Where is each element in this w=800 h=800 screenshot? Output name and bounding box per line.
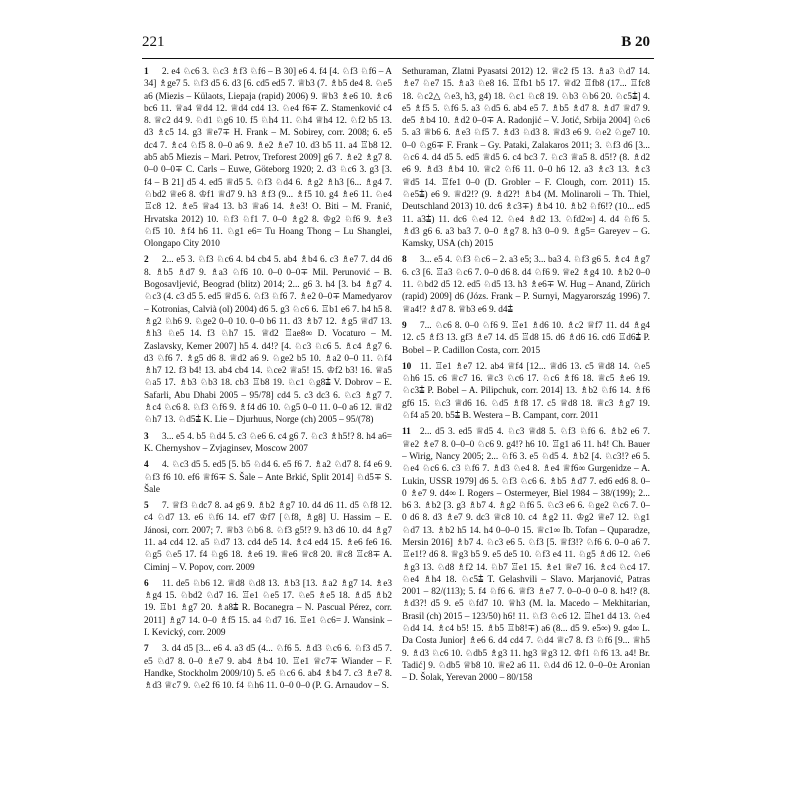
note-entry: [144, 254, 392, 426]
note-number: 10: [402, 361, 412, 372]
note-entry: [144, 500, 392, 574]
note-entry: [144, 66, 392, 250]
note-text: 3. d4 d5 [3... e6 4. a3 d5 (4... ♘f6 5. ♗d3 ♘c6 6. ♘f3 d5 7. e5 ♘d7 8. 0–0 ♗e7 9. ab4 ♗b4 10. ♖e1 ♕c7∓ Wiander – F. Handke, Stockholm 2009/10) 5. e5 ♘c6 6. ab4 ♗b4 7. c3 ♗e7 8. ♗d3 ♕c7 9. ♘e2 f6 10. f4 ♘h6 11. 0–0 0–0 (P. G. Arnaudov – S.: [144, 644, 392, 692]
note-text: 3... e5 4. b5 ♘d4 5. c3 ♘e6 6. c4 g6 7. ♘c3 ♗h5!? 8. h4 a6= K. Chernyshov – Zvjaginsev, Moscow 2007: [144, 431, 392, 454]
note-entry: [402, 66, 650, 250]
left-column: [144, 66, 392, 766]
note-text: 2. e4 ♘c6 3. ♘c3 ♗f3 ♘f6 – B 30] e6 4. f4 [4. ♘f3 ♘f6 – A 34] ♗ge7 5. ♘f3 d5 6. d3 [6. cd5 ed5 7. ♕b3 (7. ♗b5 de4 8. ♘e5 a6 (Miezis – Külaots, Liepaja (rapid) 2006) 9. ♕b3 ♗e6 10. ♗c6 bc6 11. ♕a4 ♕d4 12. ♕d4 cd4 13. ♘e4 f6∓ Z. Stamenković c4 8. ♕c2 d4 9. ♘d1 ♘g6 10. f5 ♘h4 11. ♘h4 ♕h4 12. ♘f2 b5 13. d3 ♗c5 14. g3 ♕e7∓ H. Frank – M. Sobirey, corr. 2008; 6. e5 dc4 7. ♗c4 ♘f5 8. 0–0 a6 9. ♗e2 ♗e7 10. d3 b5 11. a4 ♖b8 12. ab5 ab5 Miezis – Mari. Petrov, Treforest 2009] g6 7. ♗e2 ♗g7 8. 0–0 0–0∓ C. Carls – Euwe, Göteborg 1920; 2. d3 ♘c6 3. g3 [3. f4 – B 21] d5 4. ed5 ♕d5 5. ♘f3 ♘d4 6. ♗g2 ♗h3 [6... ♗g4 7. ♘bd2 ♕e6 8. ♔f1 ♕d7 9. h3 ♗f3 (9... ♗f5 10. g4 ♗e6 11. ♘e4 ♖c8 12. ♗e5 ♕a4 13. b3 ♕a6 14. ♗e3! O. Biti – M. Franić, Hrvatska 2012) 10. ♘f3 ♘f1 7. 0–0 ♗g2 8. ♔g2 ♘f6 9. ♗e3 ♘f5 10. ♗f4 h6 11. ♘g1 e6= Tu Hoang Thong – Lu Shanglei, Olongapo City 2010: [144, 67, 392, 250]
note-number: 6: [144, 578, 149, 589]
note-entry: [402, 361, 650, 422]
note-text: 2... e5 3. ♘f3 ♘c6 4. b4 cb4 5. ab4 ♗b4 6. c3 ♗e7 7. d4 d6 8. ♗b5 ♗d7 9. ♗a3 ♘f6 10. 0–0 0–0∓ Mil. Perunović – B. Bogosavljević, Beograd (blitz) 2014; 2... g6 3. h4 [3. b4 ♗g7 4. ♘c3 (4. c3 d5 5. ed5 ♕d5 6. ♘f3 ♘f6 7. ♗e2 0–0∓ Mamedyarov – Kotronias, Calvià (ol) 2004) d6 5. g3 ♘c6 6. ♖b1 e6 7. h4 h5 8. ♗g2 ♘h6 9. ♘ge2 0–0 10. 0–0 b6 11. d3 ♗b7 12. ♗g5 ♕d7 13. ♗h3 ♘e5 14. f3 ♘h7 15. ♕d2 ♖ae8∞ D. Vocaturo – M. Zaslavsky, Kemer 2007] h5 4. d4!? [4. ♘c3 ♘c6 5. ♗c4 ♗g7 6. d3 ♘f6 7. ♗g5 d6 8. ♕d2 a6 9. ♘ge2 b5 10. ♗a2 0–0 11. ♘f4 ♗h7 12. f3 b4! 13. ab4 cb4 14. ♘ce2 ♕a5! 15. ♔f2 b3! 16. ♕a5 ♘a5 17. ♗b3 ♘b3 18. cb3 ♖b8 19. ♘c1 ♘g8⩲ V. Dobrov – E. Safarli, Abu Dhabi 2005 – 95/78] cd4 5. c3 dc3 6. ♘c3 ♗g7 7. ♗c4 ♘c6 8. ♘f3 ♘f6 9. ♗f4 d6 10. ♘g5 0–0 11. 0–0 a6 12. ♕d2 ♘h7 13. ♘d5⩲ K. Lie – Djurhuus, Norge (ch) 2005 – 95/(78): [144, 255, 392, 426]
note-text: 2... d5 3. ed5 ♕d5 4. ♘c3 ♕d8 5. ♘f3 ♘f6 6. ♗b2 e6 7. ♕e2 ♗e7 8. 0–0–0 ♘c6 9. g4!? h6 10. ♖g1 a6 11. h4! Ch. Bauer – Wirig, Nancy 2005; 2... ♘f6 3. e5 ♘d5 4. ♗b2 [4. ♘c3!? e6 5. ♘e4 ♘c6 6. c3 ♘f6 7. ♗d3 ♘e4 8. ♗e4 ♕f6∞ Gurgenidze – A. Lukin, USSR 1979] d6 5. ♘f3 ♘c6 6. ♗b5 ♗d7 7. ed6 ed6 8. 0–0 ♗e7 9. d4∞ I. Rogers – Ostermeyer, Biel 1984 – 38/(199); 2... b6 3. ♗b2 [3. g3 ♗b7 4. ♗g2 ♘f6 5. ♘c3 e6 6. ♘ge2 ♘c6 7. 0–0 d6 8. d3 ♗e7 9. dc3 ♕c8 10. c4 ♗g2 11. ♔g2 ♕e7 12. ♘g1 ♘d7 13. ♗b2 h5 14. h4 0–0–0 15. ♕c1∞ Ib. Tofan – Quparadze, Mersin 2016] ♗b7 4. ♘c3 e6 5. ♘f3 [5. ♕f3!? ♘f6 6. 0–0 a6 7. ♖e1!? d6 8. ♕g3 b5 9. e5 de5 10. ♘f3 e4 11. ♘g5 ♗d6 12. ♘e6 ♗g3 13. ♘d8 ♗f2 14. ♘b7 ♖e1 15. ♗e1 ♕e7 16. ♗c4 ♘c4 17. ♘e4 ♗h4 18. ♘c5⩲ T. Gelashvili – Slavo. Marjanović, Patras 2001 – 82/(113); 5. f4 ♘f6 6. ♕f3 ♗e7 7. 0–0–0 0–0 8. h4!? (8. ♗d3?! d5 9. e5 ♘fd7 10. ♕h3 (M. la. Macedo – Mekhitarian, Brasil (ch) 2015 – 123/50) h6! 11. ♘f3 ♘c6 12. ♖he1 d4 13. ♘e4 ♘d4 14. ♗c4 b5! 15. ♗b5 ♖b8!∓) a6 (8... d5 9. e5∞) 9. g4∞ L. Da Costa Junior] ♗e6 6. d4 cd4 7. ♘d4 ♕c7 8. f3 ♘f6 [9... ♕h5 9. ♗d3 ♘c6 10. ♘db5 ♗g3 11. hg3 ♕g3 12. ♔f1 ♘f6 13. a4! Br. Tadić] 9. ♘db5 ♕b8 10. ♕e2 a6 11. ♘d4 d6 12. 0–0–0± Aronian – D. Šolak, Yerevan 2000 – 80/158: [402, 427, 650, 684]
note-text: 7. ♕f3 ♘dc7 8. a4 g6 9. ♗b2 ♗g7 10. d4 d6 11. d5 ♘f8 12. c4 ♘d7 13. e6 ♘f6 14. ef7 ♔f7 [♘f8, ♗g8] U. Hassim – E. Jánosi, corr. 2007; 7. ♕b3 ♘b6 8. ♘f3 g5!? 9. h3 d6 10. d4 ♗g7 11. a4 cd4 12. a5 ♘d7 13. cd4 de5 14. ♗c4 ed4 15. ♗e6 fe6 16. ♘g5 ♘e5 17. f4 ♘g6 18. ♗e6 19. ♕e6 ♕c8 20. ♕c8 ♖c8∓ A. Ciminj – V. Popov, corr. 2009: [144, 501, 392, 573]
note-entry: [402, 320, 650, 357]
section-code: B 20: [621, 34, 650, 50]
note-number: 2: [144, 255, 149, 266]
note-number: 5: [144, 501, 149, 512]
note-entry: [144, 431, 392, 456]
note-entry: [402, 426, 650, 684]
right-column: [402, 66, 650, 766]
note-text: 7... ♘c6 8. 0–0 ♘f6 9. ♖e1 ♗d6 10. ♗c2 ♕f7 11. d4 ♗g4 12. c5 ♗f3 13. gf3 ♗e7 14. d5 ♖d8 15. d6 ♗d6 16. cd6 ♖d6⩲ P. Bobel – P. Cadillon Costa, corr. 2015: [402, 320, 650, 356]
note-number: 7: [144, 644, 149, 655]
note-text: 11. de5 ♘b6 12. ♕d8 ♘d8 13. ♗b3 [13. ♗a2 ♗g7 14. ♗e3 ♗g4 15. ♘bd2 ♘d7 16. ♖e1 ♘e5 17. ♘e5 ♗e5 18. ♗d5 ♗b2 19. ♖b1 ♗g7 20. ♗a8⩲ R. Bocanegra – N. Pascual Pérez, corr. 2011] ♗g7 14. 0–0 ♗f5 15. a4 ♘d7 16. ♖e1 ♘c6= J. Wansink – I. Kevický, corr. 2009: [144, 578, 392, 639]
note-text: Sethuraman, Zlatni Pyasatsi 2012) 12. ♕c2 f5 13. ♗a3 ♘d7 14. ♗e7 ♘e7 15. ♗a3 ♘e8 16. ♖fb1 b5 17. ♕d2 ♖fb8 (17... ♖fc8 18. ♘c2△ ♘e3, h3, g4) 18. ♘c1 ♘c8 19. ♘b3 ♘b6 20. ♘c5⩲] 4. e5 ♗f5 5. ♘f6 5. a3 ♘d5 6. ab4 e5 7. ♗b5 ♗d7 8. ♗d7 ♕d7 9. de5 ♗b4 10. ♗d2 0–0∓ A. Radonjić – V. Jotić, Srbija 2004] ♘c6 5. a3 ♕b6 6. ♗e3 ♘f5 7. ♗d3 ♘d3 8. ♕d3 e6 9. ♘e2 ♘ge7 10. 0–0 ♘g6∓ F. Frank – Gy. Pataki, Zalakaros 2011; 3. ♘f3 d6 [3... ♘c6 4. d4 d5 5. ed5 ♕d5 6. c4 bc3 7. ♘c3 ♕a5 8. d5!? (8. ♗d2 e6 9. ♗d3 ♗b4 10. ♕c2 ♘f6 11. 0–0 h6 12. a3 ♗c3 13. ♗c3 ♕d5 14. ♖fe1 0–0 (D. Grobler – F. Clough, corr. 2011) 15. ♘e5⩲) e6 9. ♕d2!? (9. ♗d2?! ♗b4 (M. Molinaroli – Th. Thiel, Deutschland 2013) 10. dc6 ♗c3∓) ♗b4 10. ♗b2 ♘f6!? (10... ed5 11. a3⩲) 11. dc6 ♘e4 12. ♘e4 ♗d2 13. ♘fd2∞] 4. d4 ♘f6 5. ♗d3 g6 6. a3 ba3 7. 0–0 ♗g7 8. h3 0–0 9. ♗g5= Gareyev – G. Kamsky, USA (ch) 2015: [402, 67, 650, 250]
page-number: 221: [142, 34, 165, 50]
note-number: 9: [402, 320, 407, 331]
note-entry: [144, 643, 392, 692]
note-number: 11: [402, 427, 411, 438]
note-number: 4: [144, 460, 149, 471]
note-entry: [144, 578, 392, 639]
note-number: 1: [144, 67, 149, 77]
note-number: 3: [144, 431, 149, 442]
note-text: 3... e5 4. ♘f3 ♘c6 – 2. a3 e5; 3... ba3 4. ♘f3 g6 5. ♗c4 ♗g7 6. c3 [6. ♖a3 ♘c6 7. 0–0 d6 8. d4 ♘f6 9. ♕e2 ♗g4 10. ♗b2 0–0 11. ♘bd2 d5 12. ed5 ♘d5 13. h3 ♗e6∓ W. Hug – Anand, Zürich (rapid) 2009] d6 (Józs. Frank – P. Surnyi, Magyarország 1996) 7. ♕a4!? ♗d7 8. ♕b3 e6 9. d4⩲: [402, 255, 650, 315]
note-number: 8: [402, 255, 407, 266]
page-header: [142, 32, 654, 59]
note-entry: [402, 254, 650, 315]
note-text: 11. ♖e1 ♗e7 12. ab4 ♕f4 [12... ♕d6 13. c5 ♕d8 14. ♘e5 ♘h6 15. c6 ♕c7 16. ♕c3 ♘c6 17. ♘c6 ♗f6 18. ♕c5 ♗e6 19. ♘c3⩲ P. Bobel – A. Pilipchuk, corr. 2014] 13. ♗b2 ♘f6 14. ♗f6 gf6 15. ♘c3 ♕d6 16. ♘d5 ♗f8 17. c5 ♕d8 18. ♕c3 ♗g7 19. ♘f4 a5 20. b5⩲ B. Westera – B. Campant, corr. 2011: [402, 361, 650, 422]
note-entry: [144, 459, 392, 496]
note-text: 4. ♘c3 d5 5. ed5 [5. b5 ♘d4 6. e5 f6 7. ♗a2 ♘d7 8. f4 e6 9. ♘f3 f6 10. ef6 ♕f6∓ S. Šale – Ante Brkić, Split 2014] ♘d5∓ S. Šale: [144, 460, 392, 495]
